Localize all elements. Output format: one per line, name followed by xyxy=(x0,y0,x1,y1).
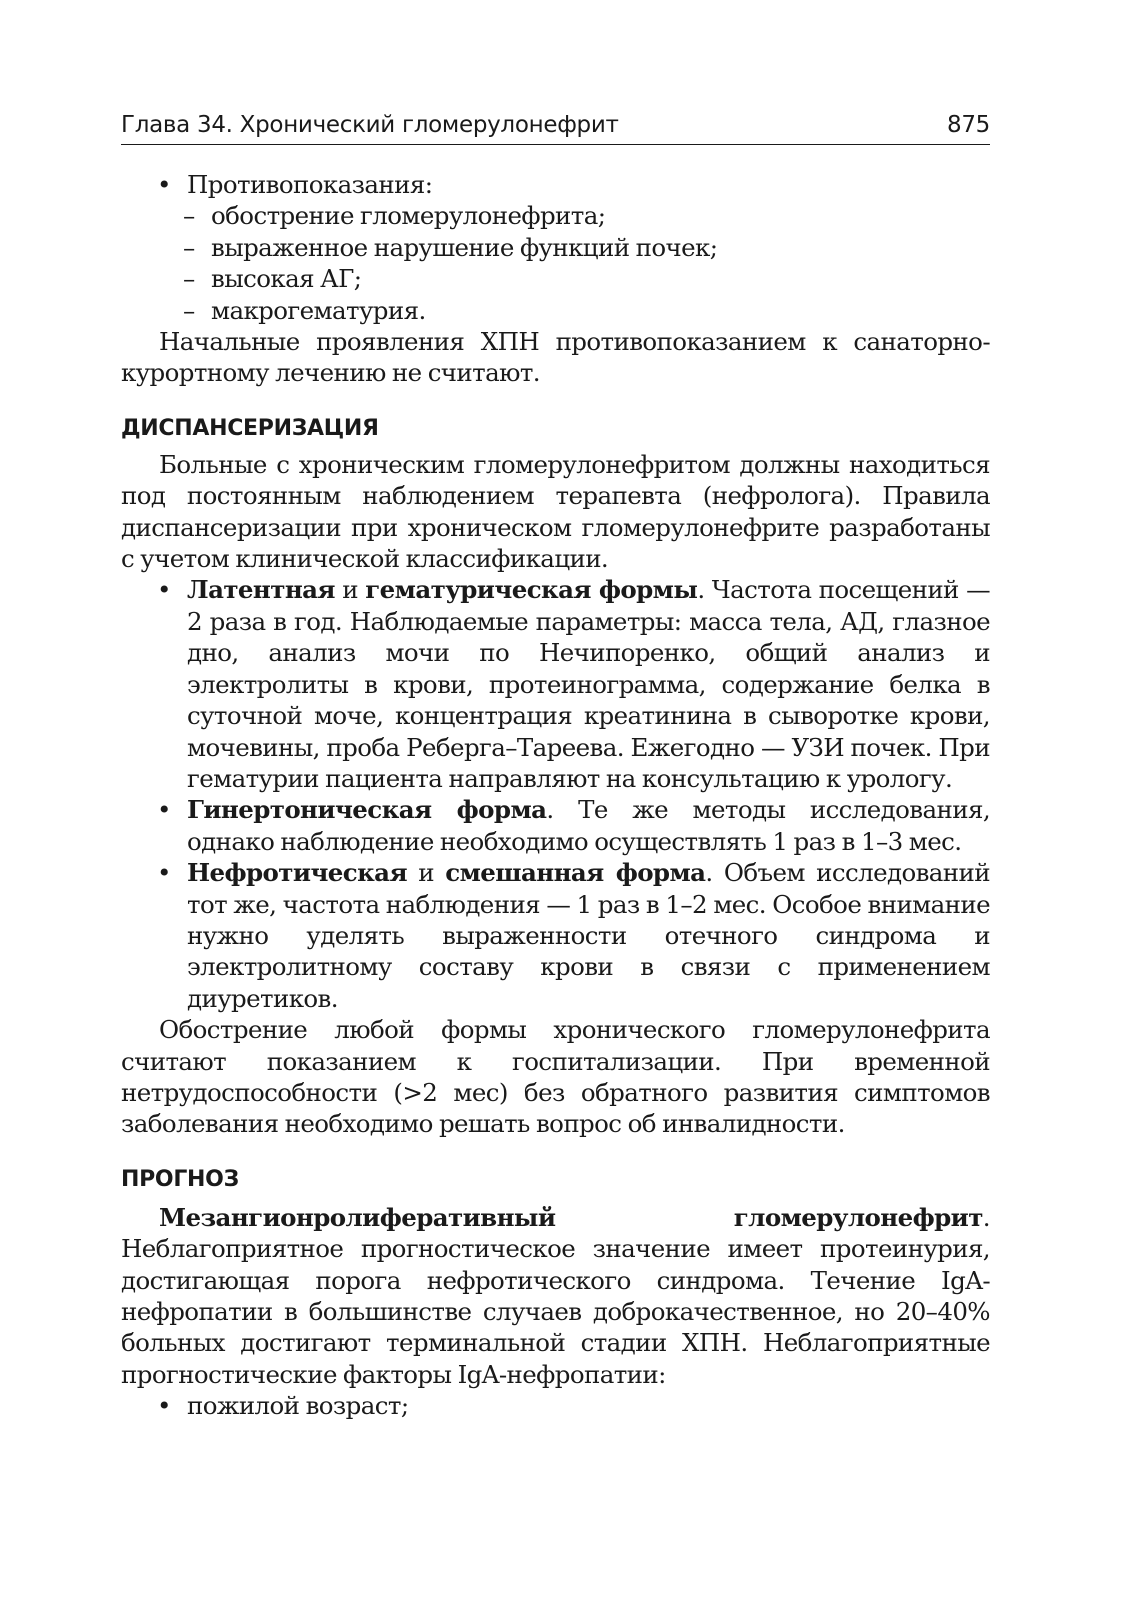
section-heading-dispensary: ДИСПАНСЕРИЗАЦИЯ xyxy=(121,415,379,441)
list-item: • пожилой возраст; xyxy=(157,1391,409,1421)
list-item: • Нефротическая и смешанная форма. Объем исследований тот же, частота наблюдения — 1 раз в 1–2 мес. Особое внимание нужно уделять выраженности отечного синдрома и электролитному составу крови в связи с применением диуретиков. xyxy=(157,858,990,1013)
dash-icon: – xyxy=(183,264,195,294)
list-item: – выраженное нарушение функций почек; xyxy=(183,232,718,262)
dispensary-intro: Больные с хроническим гломерулонефритом должны находиться под постоянным наблюдением терапевта (нефролога). Правила диспансеризации при хроническом гломерулонефрите разработаны с учетом клинической классификации. xyxy=(121,449,990,574)
bullet-icon: • xyxy=(157,575,171,605)
prognosis-section xyxy=(121,1202,990,1422)
list-item: • Латентная и гематурическая формы. Частота посещений — 2 раза в год. Наблюдаемые параметры: масса тела, АД, глазное дно, анализ мочи по Нечипоренко, общий анализ и электролиты в крови, протеинограмма, содержание белка в суточной моче, концентрация креатинина в сыворотке крови, мочевины, проба Реберга–Тареева. Ежегодно — УЗИ почек. При гематурии пациента направляют на консультацию к урологу. xyxy=(157,575,990,793)
bullet-icon: • xyxy=(157,858,171,888)
contraindications-label: • Противопоказания: xyxy=(157,170,433,199)
dash-icon: – xyxy=(183,201,195,231)
dispensary-section xyxy=(121,449,990,1140)
dispensary-outro: Обострение любой формы хронического гломерулонефрита считают показанием к госпитализации. При временной нетрудоспособности (>2 мес) без обратного развития симптомов заболевания необходимо решать вопрос об инвалидности. xyxy=(121,1015,990,1139)
dash-icon: – xyxy=(183,232,195,262)
bullet-icon: • xyxy=(157,170,171,199)
page-number: 875 xyxy=(947,112,990,138)
section-heading-prognosis: ПРОГНОЗ xyxy=(121,1166,239,1192)
note-paragraph: Начальные проявления ХПН противопоказанием к санаторно-курортному лечению не считают. xyxy=(121,327,990,388)
dispensary-forms-list xyxy=(121,574,990,1014)
list-item: – высокая АГ; xyxy=(183,264,362,294)
contraindications-block xyxy=(121,169,990,389)
bullet-icon: • xyxy=(157,795,171,825)
chapter-title: Глава 34. Хронический гломерулонефрит xyxy=(121,112,619,138)
page xyxy=(121,110,990,1422)
list-item: • Гинертоническая форма. Те же методы исследования, однако наблюдение необходимо осуществлять 1 раз в 1–3 мес. xyxy=(157,795,991,856)
dash-icon: – xyxy=(183,295,195,325)
running-header xyxy=(121,110,990,145)
list-item: – макрогематурия. xyxy=(183,295,426,325)
bullet-icon: • xyxy=(157,1391,171,1421)
list-item: – обострение гломерулонефрита; xyxy=(183,201,606,231)
prognosis-paragraph: Мезангионролиферативный гломерулонефрит. Неблагоприятное прогностическое значение имеет протеинурия, достигающая порога нефротического синдрома. Течение IgA-нефропатии в большинстве случаев доброкачественное, но 20–40% больных достигают терминальной стадии ХПН. Неблагоприятные прогностические факторы IgA-нефропатии: xyxy=(121,1202,990,1389)
